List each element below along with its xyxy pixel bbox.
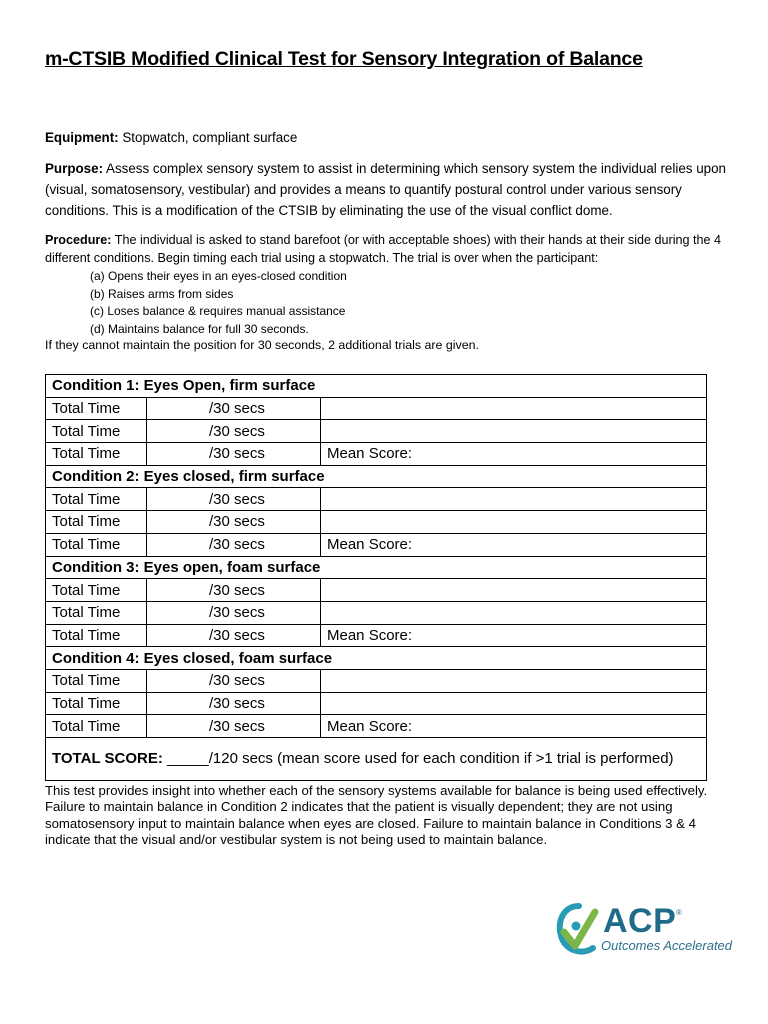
total-score-row — [46, 738, 707, 781]
trial-notes-cell[interactable] — [321, 601, 707, 624]
mean-score-field[interactable]: Mean Score: — [321, 624, 707, 647]
table-row — [46, 511, 707, 534]
condition-4-header: Condition 4: Eyes closed, foam surface — [46, 647, 707, 670]
table-row — [46, 420, 707, 443]
acp-checkmark-icon — [555, 900, 603, 960]
total-score-label: TOTAL SCORE: — [52, 750, 163, 767]
table-row — [46, 579, 707, 602]
criteria-item: (a) Opens their eyes in an eyes-closed condition — [90, 269, 347, 283]
trial-label: Total Time — [46, 397, 147, 420]
equipment-paragraph — [45, 127, 735, 148]
table-row — [46, 669, 707, 692]
trial-time-field[interactable]: /30 secs — [147, 624, 321, 647]
criteria-item: (b) Raises arms from sides — [90, 286, 234, 301]
table-row — [46, 397, 707, 420]
procedure-label: Procedure: — [45, 233, 112, 247]
table-row — [46, 601, 707, 624]
procedure-text: The individual is asked to stand barefoot (or with acceptable shoes) with their hands at their side during the 4 different conditions. Begin timing each trial using a stopwatch. The trial is over when the participant: — [45, 233, 722, 265]
registered-mark: ® — [676, 908, 682, 917]
trial-time-field[interactable]: /30 secs — [147, 601, 321, 624]
trial-label: Total Time — [46, 624, 147, 647]
trial-time-field[interactable]: /30 secs — [147, 533, 321, 556]
trial-time-field[interactable]: /30 secs — [147, 511, 321, 534]
table-row — [46, 692, 707, 715]
trial-time-field[interactable]: /30 secs — [147, 488, 321, 511]
trial-label: Total Time — [46, 669, 147, 692]
mean-score-field[interactable]: Mean Score: — [321, 715, 707, 738]
total-score-text: _____/120 secs (mean score used for each condition if >1 trial is performed) — [162, 750, 674, 767]
trial-notes-cell[interactable] — [321, 488, 707, 511]
table-row — [46, 624, 707, 647]
condition-header-row — [46, 465, 707, 488]
page-title: m-CTSIB Modified Clinical Test for Sensory Integration of Balance — [45, 48, 643, 70]
purpose-label: Purpose: — [45, 161, 104, 176]
equipment-text: Stopwatch, compliant surface — [118, 130, 298, 145]
acp-logo-text: ACP — [603, 902, 677, 940]
trial-notes-cell[interactable] — [321, 669, 707, 692]
condition-2-header: Condition 2: Eyes closed, firm surface — [46, 465, 707, 488]
trial-time-field[interactable]: /30 secs — [147, 443, 321, 466]
trial-notes-cell[interactable] — [321, 397, 707, 420]
condition-header-row — [46, 375, 707, 398]
trial-notes-cell[interactable] — [321, 579, 707, 602]
trial-label: Total Time — [46, 715, 147, 738]
trial-notes-cell[interactable] — [321, 420, 707, 443]
table-row — [46, 715, 707, 738]
acp-tagline: Outcomes Accelerated — [601, 938, 733, 953]
trial-notes-cell[interactable] — [321, 511, 707, 534]
trial-time-field[interactable]: /30 secs — [147, 397, 321, 420]
trial-label: Total Time — [46, 601, 147, 624]
trial-time-field[interactable]: /30 secs — [147, 420, 321, 443]
trial-time-field[interactable]: /30 secs — [147, 715, 321, 738]
conditions-table — [45, 374, 707, 781]
table-row — [46, 488, 707, 511]
trial-label: Total Time — [46, 533, 147, 556]
trial-label: Total Time — [46, 443, 147, 466]
trial-time-field[interactable]: /30 secs — [147, 692, 321, 715]
condition-header-row — [46, 647, 707, 670]
criteria-item: (d) Maintains balance for full 30 seconds. — [90, 321, 309, 336]
trial-label: Total Time — [46, 579, 147, 602]
trial-label: Total Time — [46, 420, 147, 443]
trial-label: Total Time — [46, 692, 147, 715]
trial-time-field[interactable]: /30 secs — [147, 669, 321, 692]
trial-time-field[interactable]: /30 secs — [147, 579, 321, 602]
condition-1-header: Condition 1: Eyes Open, firm surface — [46, 375, 707, 398]
procedure-criteria-list — [90, 268, 347, 338]
condition-header-row — [46, 556, 707, 579]
criteria-item: (c) Loses balance & requires manual assistance — [90, 304, 346, 318]
condition-3-header: Condition 3: Eyes open, foam surface — [46, 556, 707, 579]
mean-score-field[interactable]: Mean Score: — [321, 533, 707, 556]
purpose-paragraph — [45, 158, 735, 221]
procedure-paragraph — [45, 231, 735, 267]
table-row — [46, 443, 707, 466]
equipment-label: Equipment: — [45, 130, 119, 145]
interpretation-note: This test provides insight into whether each of the sensory systems available for balance is being used effectively. Failure to maintain balance in Condition 2 indicates that the patient is visually dependent; they are not using somatosensory input to maintain balance when eyes are closed. Failure to maintain balance in Conditions 3 & 4 indicate that the visual and/or vestibular system is not being used to maintain balance. — [45, 783, 708, 848]
acp-logo — [555, 900, 745, 962]
mean-score-field[interactable]: Mean Score: — [321, 443, 707, 466]
trial-label: Total Time — [46, 488, 147, 511]
purpose-text: Assess complex sensory system to assist in determining which sensory system the individual relies upon (visual, somatosensory, vestibular) and provides a means to quantify postural control under various sensory conditions. This is a modification of the CTSIB by eliminating the use of the visual conflict dome. — [45, 161, 726, 218]
trial-label: Total Time — [46, 511, 147, 534]
trial-notes-cell[interactable] — [321, 692, 707, 715]
table-row — [46, 533, 707, 556]
additional-trials-note: If they cannot maintain the position for 30 seconds, 2 additional trials are given. — [45, 338, 479, 352]
total-score-cell[interactable] — [46, 738, 707, 781]
